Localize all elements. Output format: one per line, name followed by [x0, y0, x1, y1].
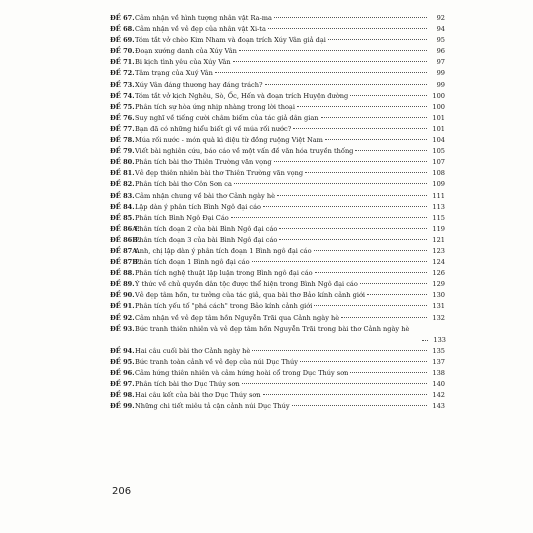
toc-entry [110, 146, 445, 157]
entry-title: Bi kịch tình yêu của Xúy Vân [135, 58, 231, 67]
entry-number: ĐỀ 98. [110, 391, 135, 400]
dot-leader [355, 150, 427, 151]
entry-title: Phân tích bài thơ Côn Sơn ca [135, 180, 232, 189]
entry-title: Bạn đã có những hiểu biết gì về múa rối nước? [135, 124, 292, 133]
entry-title: Múa rối nước - món quà kì diệu từ đồng ruộng Việt Nam [135, 136, 323, 145]
toc-entry [110, 346, 445, 357]
toc-entry [110, 401, 445, 412]
entry-page: 104 [432, 136, 445, 145]
entry-page: 135 [432, 346, 445, 355]
entry-number: ĐỀ 74. [110, 91, 135, 100]
dot-leader [252, 261, 427, 262]
dot-leader [315, 272, 427, 273]
toc-entry [110, 24, 445, 35]
entry-number: ĐỀ 70. [110, 47, 135, 56]
entry-title: Bức tranh toàn cảnh về vẻ đẹp của núi Dục Thúy [135, 357, 298, 366]
entry-number: ĐỀ 95. [110, 357, 135, 366]
toc-entry [110, 202, 445, 213]
entry-number: ĐỀ 97. [110, 380, 135, 389]
entry-number: ĐỀ 80. [110, 158, 135, 167]
toc-entry [110, 157, 445, 168]
entry-page: 126 [432, 269, 445, 278]
toc-entry [110, 246, 445, 257]
entry-title: Phân tích Bình Ngô Đại Cáo [135, 213, 229, 222]
entry-page: 101 [432, 124, 445, 133]
dot-leader [360, 283, 427, 284]
entry-page: 94 [436, 25, 445, 34]
entry-title: Phân tích sự hòa ứng nhịp nhàng trong lời thoại [135, 102, 295, 111]
entry-page: 129 [432, 280, 445, 289]
entry-page: 133 [433, 335, 446, 344]
entry-page: 99 [436, 80, 445, 89]
entry-page: 108 [432, 169, 445, 178]
dot-leader [297, 106, 427, 107]
dot-leader [239, 50, 427, 51]
entry-page: 138 [432, 369, 445, 377]
page-number: 206 [112, 486, 132, 497]
entry-number: ĐỀ 81. [110, 169, 135, 178]
entry-title: Tóm tắt vở kịch Nghêu, Sò, Ốc, Hến và đoạn trích Huyện đường [135, 91, 349, 100]
entry-title: Bức tranh thiên nhiên và vẻ đẹp tâm hồn Nguyễn Trãi trong bài thơ Cảnh ngày hè [135, 324, 410, 333]
toc-entry [110, 279, 445, 290]
entry-page: 137 [432, 357, 445, 366]
entry-title: Lập dàn ý phân tích Bình Ngô đại cáo [135, 202, 262, 211]
entry-number: ĐỀ 86B. [110, 235, 141, 244]
toc-entry [110, 13, 445, 24]
dot-leader [305, 172, 427, 173]
toc-entry [110, 213, 445, 224]
entry-number: ĐỀ 83. [110, 191, 135, 200]
entry-title: Phân tích đoạn 3 của bài Bình Ngô đại cáo [135, 235, 278, 244]
entry-number: ĐỀ 87B. [110, 258, 141, 267]
entry-page: 115 [432, 213, 445, 222]
toc-entry [110, 46, 445, 57]
dot-leader [422, 340, 428, 341]
entry-title: Anh, chị lập dàn ý phân tích đoạn 1 Bình ngô đại cáo [135, 246, 312, 255]
entry-title: Tâm trạng của Xuý Vân [135, 69, 213, 78]
dot-leader [328, 39, 427, 40]
toc-entry [110, 102, 445, 113]
dot-leader [233, 61, 427, 62]
entry-title: Phân tích bài thơ Dục Thúy sơn [135, 380, 240, 389]
toc-entry [110, 290, 445, 301]
entry-title: Cảm nhận về hình tượng nhân vật Ra-ma [135, 14, 272, 22]
dot-leader [279, 228, 427, 229]
toc-entry [110, 313, 445, 324]
entry-number: ĐỀ 69. [110, 36, 135, 45]
dot-leader [231, 217, 427, 218]
toc-entry [110, 357, 445, 368]
entry-number: ĐỀ 96. [110, 369, 135, 377]
entry-number: ĐỀ 85. [110, 213, 135, 222]
entry-number: ĐỀ 76. [110, 113, 135, 122]
toc-entry [110, 168, 445, 179]
entry-page: 101 [432, 113, 445, 122]
entry-page: 105 [432, 147, 445, 156]
entry-number: ĐỀ 68. [110, 25, 135, 34]
dot-leader [341, 317, 427, 318]
entry-page: 109 [432, 180, 445, 189]
entry-number: ĐỀ 89. [110, 280, 135, 289]
dot-leader [277, 195, 427, 196]
entry-page: 121 [432, 235, 445, 244]
dot-leader [367, 294, 427, 295]
toc-entry [110, 35, 445, 46]
toc-entry [110, 124, 445, 135]
dot-leader [350, 95, 427, 96]
entry-number: ĐỀ 94. [110, 346, 135, 355]
entry-page: 99 [436, 69, 445, 78]
entry-page: 113 [432, 202, 445, 211]
toc-entry [110, 179, 445, 190]
toc-entry [110, 324, 445, 346]
toc-entry [110, 257, 445, 268]
dot-leader [252, 350, 427, 351]
dot-leader [274, 17, 427, 18]
entry-number: ĐỀ 77. [110, 124, 135, 133]
dot-leader [350, 372, 427, 373]
dot-leader [215, 72, 427, 73]
entry-number: ĐỀ 78. [110, 136, 135, 145]
toc-entry [110, 390, 445, 401]
entry-page: 140 [432, 380, 445, 389]
entry-number: ĐỀ 86A. [110, 224, 140, 233]
dot-leader [325, 139, 427, 140]
entry-page: 97 [436, 58, 445, 67]
entry-title: Ý thức về chủ quyền dân tộc được thể hiện trong Bình Ngô đại cáo [135, 280, 358, 289]
entry-number: ĐỀ 90. [110, 291, 135, 300]
entry-title: Vẻ đẹp tâm hồn, tư tưởng của tác giả, qua bài thơ Bảo kính cảnh giới [135, 291, 366, 300]
entry-title: Viết bài nghiên cứu, báo cáo về một vấn đề văn hóa truyền thống [135, 147, 354, 156]
entry-number: ĐỀ 87A. [110, 246, 140, 255]
toc-entry [110, 301, 445, 312]
dot-leader [279, 239, 427, 240]
dot-leader [268, 28, 427, 29]
entry-title: Phân tích đoạn 1 Bình ngô đại cáo [135, 258, 250, 267]
dot-leader [265, 84, 427, 85]
dot-leader [321, 117, 427, 118]
toc-entry [110, 113, 445, 124]
entry-page: 124 [432, 258, 445, 267]
toc-entry [110, 57, 445, 68]
dot-leader [263, 206, 427, 207]
entry-page: 95 [436, 36, 445, 45]
entry-number: ĐỀ 72. [110, 69, 135, 78]
toc-entry [110, 68, 445, 79]
dot-leader [314, 250, 427, 251]
entry-number: ĐỀ 84. [110, 202, 135, 211]
entry-title: Phân tích nghệ thuật lập luận trong Bình ngô đại cáo [135, 269, 313, 278]
entry-page: 119 [432, 224, 445, 233]
dot-leader [263, 394, 427, 395]
entry-title: Xúy Vân đáng thương hay đáng trách? [135, 80, 263, 89]
entry-title: Phân tích đoạn 2 của bài Bình Ngô đại cáo [135, 224, 278, 233]
entry-page: 107 [432, 158, 445, 167]
entry-title: Cảm nhận về vẻ đẹp của nhân vật Xi-ta [135, 25, 266, 34]
toc-entry [110, 268, 445, 279]
toc-entry [110, 91, 445, 102]
entry-page: 100 [432, 91, 445, 100]
entry-title: Hai câu kết của bài thơ Dục Thúy sơn [135, 391, 261, 400]
entry-page: 132 [432, 313, 445, 322]
entry-number: ĐỀ 92. [110, 313, 135, 322]
entry-number: ĐỀ 88. [110, 269, 135, 278]
entry-title: Đoạn xướng danh của Xúy Vân [135, 47, 237, 56]
entry-title: Tóm tắt vở chèo Kim Nham và đoạn trích Xúy Vân giả dại [135, 36, 326, 45]
entry-number: ĐỀ 73. [110, 80, 135, 89]
entry-title: Phân tích yếu tố "phá cách" trong Bảo kính cảnh giới [135, 302, 313, 311]
dot-leader [300, 361, 427, 362]
table-of-contents [110, 13, 445, 412]
toc-entry [110, 368, 445, 379]
entry-page: 142 [432, 391, 445, 400]
entry-number: ĐỀ 91. [110, 302, 135, 311]
entry-page: 131 [432, 302, 445, 311]
entry-page: 123 [432, 246, 445, 255]
entry-number: ĐỀ 71. [110, 58, 135, 67]
entry-page: 96 [436, 47, 445, 56]
entry-title: Phân tích bài thơ Thiên Trường vãn vọng [135, 158, 272, 167]
dot-leader [314, 305, 427, 306]
entry-number: ĐỀ 79. [110, 147, 135, 156]
entry-title: Suy nghĩ về tiếng cười châm biếm của tác giả dân gian [135, 113, 319, 122]
dot-leader [293, 128, 427, 129]
toc-entry [110, 80, 445, 91]
toc-entry [110, 379, 445, 390]
entry-title: Cảm nhận chung về bài thơ Cảnh ngày hè [135, 191, 275, 200]
toc-entry [110, 191, 445, 202]
entry-page: 143 [432, 402, 445, 411]
toc-entry [110, 224, 445, 235]
entry-number: ĐỀ 82. [110, 180, 135, 189]
entry-number: ĐỀ 93. [110, 324, 135, 333]
entry-title: Những chi tiết miêu tả cận cảnh núi Dục Thúy [135, 402, 290, 411]
entry-title: Cảm hứng thiên nhiên và cảm hứng hoài cổ trong Dục Thúy sơn [135, 369, 349, 377]
dot-leader [292, 405, 427, 406]
entry-title: Cảm nhận về vẻ đẹp tâm hồn Nguyễn Trãi qua Cảnh ngày hè [135, 313, 340, 322]
dot-leader [274, 161, 427, 162]
dot-leader [234, 183, 427, 184]
entry-number: ĐỀ 75. [110, 102, 135, 111]
toc-entry [110, 235, 445, 246]
entry-page: 111 [432, 191, 445, 200]
toc-entry [110, 135, 445, 146]
entry-page: 130 [432, 291, 445, 300]
dot-leader [242, 383, 427, 384]
entry-title: Hai câu cuối bài thơ Cảnh ngày hè [135, 346, 251, 355]
entry-number: ĐỀ 67. [110, 14, 135, 22]
entry-title: Vẻ đẹp thiên nhiên bài thơ Thiên Trường vãn vọng [135, 169, 304, 178]
entry-number: ĐỀ 99. [110, 402, 135, 411]
entry-page: 92 [436, 14, 445, 22]
entry-page: 100 [432, 102, 445, 111]
